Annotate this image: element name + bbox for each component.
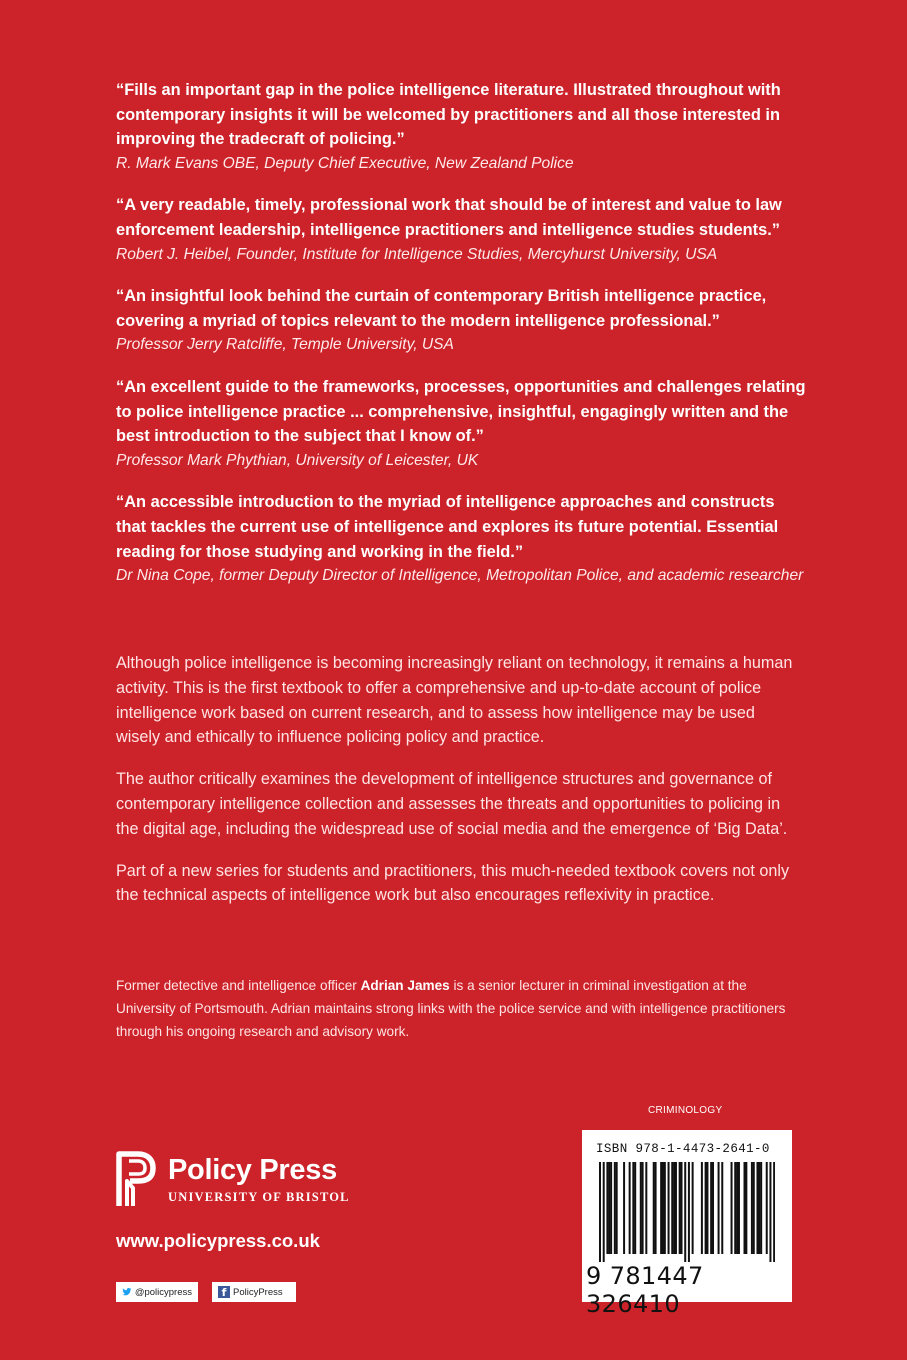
quote-text: “A very readable, timely, professional work that should be of interest and value to law enforcement leadership, intelligence practitioners and intelligence studies students.” <box>116 196 782 239</box>
barcode-bar <box>645 1162 647 1254</box>
quote-text: “An accessible introduction to the myriad of intelligence approaches and constructs that tackles the current use of intelligence and explores its future potential. Essential reading for those studying and working in the field.” <box>116 493 779 561</box>
barcode-bar <box>640 1162 642 1254</box>
facebook-handle: PolicyPress <box>233 1286 283 1298</box>
barcode-bar <box>744 1162 746 1254</box>
barcode-bar <box>662 1162 664 1254</box>
barcode-bar <box>718 1162 720 1254</box>
barcode-bar <box>671 1162 673 1254</box>
quote-text: “Fills an important gap in the police intelligence literature. Illustrated throughout with contemporary insights it will be welcomed by practitioners and all those interested in improving the tradecraft of policing.” <box>116 81 781 149</box>
barcode-bar <box>684 1162 686 1262</box>
barcode-bar <box>734 1162 736 1254</box>
endorsements <box>116 78 806 606</box>
barcode-bar <box>599 1162 601 1262</box>
publisher-website-link[interactable]: www.policypress.co.uk <box>116 1230 320 1251</box>
barcode-bar <box>632 1162 634 1254</box>
barcode-bar <box>664 1162 666 1254</box>
barcode-bar <box>608 1162 610 1254</box>
quote-attribution: Robert J. Heibel, Founder, Institute for Intelligence Studies, Mercyhurst University, USA <box>116 245 718 263</box>
twitter-badge[interactable] <box>116 1282 198 1302</box>
barcode-bar <box>712 1162 714 1254</box>
book-description <box>116 651 796 925</box>
barcode-bar <box>753 1162 755 1254</box>
barcode-bar <box>773 1162 775 1262</box>
barcode-digits: 9 781447 326410 <box>586 1262 704 1318</box>
quote-attribution: Professor Jerry Ratcliffe, Temple University, USA <box>116 336 454 354</box>
author-bio <box>116 975 796 1043</box>
isbn-barcode <box>582 1130 792 1318</box>
barcode-bar <box>738 1162 740 1254</box>
endorsement-quote <box>116 193 806 267</box>
barcode-bar <box>681 1162 683 1254</box>
barcode-bar <box>634 1162 636 1254</box>
publisher-subtitle: UNIVERSITY OF BRISTOL <box>168 1190 350 1204</box>
barcode-bar <box>758 1162 760 1254</box>
barcode-bar <box>675 1162 677 1254</box>
barcode-bar <box>623 1162 625 1254</box>
barcode-bar <box>705 1162 707 1254</box>
barcode-bars <box>599 1162 775 1262</box>
barcode-bar <box>603 1162 605 1262</box>
endorsement-quote <box>116 78 806 176</box>
barcode-bar <box>756 1162 758 1254</box>
barcode-bar <box>606 1162 608 1254</box>
barcode-bar <box>731 1162 733 1254</box>
barcode-bar <box>673 1162 675 1254</box>
barcode-bar <box>679 1162 681 1254</box>
facebook-badge[interactable] <box>212 1282 296 1302</box>
quote-attribution: Dr Nina Cope, former Deputy Director of Intelligence, Metropolitan Police, and academic researcher <box>116 567 804 585</box>
publisher-logo <box>116 1150 350 1210</box>
barcode-bar <box>653 1162 655 1254</box>
barcode-bar <box>745 1162 747 1254</box>
barcode-bar <box>751 1162 753 1254</box>
barcode-bar <box>610 1162 612 1254</box>
isbn-label: ISBN 978-1-4473-2641-0 <box>596 1142 770 1156</box>
barcode-bar <box>701 1162 703 1254</box>
barcode-bar <box>642 1162 644 1254</box>
barcode-bar <box>760 1162 762 1254</box>
description-paragraph: Although police intelligence is becoming increasingly reliant on technology, it remains a human activity. This is the first textbook to offer a comprehensive and up-to-date account of police intelligence work based on current research, and to assess how intelligence may be used wisely and ethically to influence policing policy and practice. <box>116 654 793 747</box>
publisher-wordmark <box>168 1154 350 1205</box>
barcode-bar <box>688 1162 690 1262</box>
quote-text: “An excellent guide to the frameworks, processes, opportunities and challenges relating to police intelligence practice ... comprehensive, insightful, engagingly written and the best introduction to the subject that I know of.” <box>116 377 806 446</box>
quote-text: “An insightful look behind the curtain of contemporary British intelligence practice, covering a myriad of topics relevant to the modern intelligence professional.” <box>116 287 767 330</box>
twitter-handle: @policypress <box>134 1286 192 1298</box>
barcode-bar <box>692 1162 694 1254</box>
barcode-bar <box>706 1162 708 1254</box>
barcode-bar <box>721 1162 723 1254</box>
barcode-bar <box>629 1162 631 1254</box>
publisher-name: Policy Press <box>168 1154 337 1186</box>
barcode-bar <box>769 1162 771 1262</box>
subject-category: CRIMINOLOGY <box>648 1105 723 1116</box>
author-name: Adrian James <box>360 978 450 993</box>
description-paragraph: Part of a new series for students and practitioners, this much-needed textbook covers not only the technical aspects of intelligence work but also encourages reflexivity in practice. <box>116 861 790 905</box>
barcode-bar <box>668 1162 670 1254</box>
barcode-bar <box>660 1162 662 1254</box>
bio-prefix: Former detective and intelligence officer <box>116 978 361 993</box>
quote-attribution: R. Mark Evans OBE, Deputy Chief Executive, New Zealand Police <box>116 154 574 172</box>
barcode-bar <box>710 1162 712 1254</box>
twitter-bird-icon <box>122 1286 132 1298</box>
barcode-bar <box>655 1162 657 1254</box>
policy-press-logo-icon <box>116 1150 156 1210</box>
bio-suffix: is a senior lecturer in criminal investigation at the University of Portsmouth. Adrian maintains strong links with the police service and with intelligence practitioners through his ongoing research and advisory work. <box>116 978 786 1039</box>
barcode-bar <box>614 1162 616 1254</box>
barcode-bar <box>616 1162 618 1254</box>
endorsement-quote <box>116 284 806 358</box>
endorsement-quote <box>116 490 806 588</box>
description-paragraph: The author critically examines the development of intelligence structures and governance of contemporary intelligence collection and assesses the threats and opportunities to policing in the digital age, including the widespread use of social media and the emergence of ‘Big Data’. <box>116 770 788 838</box>
barcode-bar <box>736 1162 738 1254</box>
endorsement-quote <box>116 375 806 473</box>
facebook-f-icon: f <box>218 1286 230 1298</box>
barcode-bar <box>766 1162 768 1254</box>
quote-attribution: Professor Mark Phythian, University of Leicester, UK <box>116 451 479 469</box>
